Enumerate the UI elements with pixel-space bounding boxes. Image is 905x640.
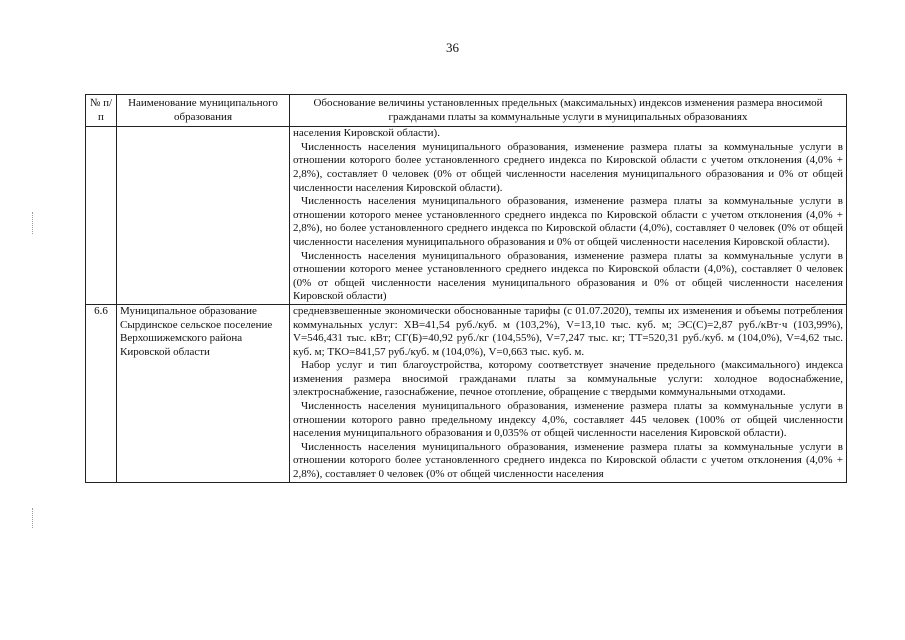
cell-number-empty (86, 127, 117, 305)
table-header-row (86, 95, 847, 127)
paragraph: Численность населения муниципального образования, изменение размера платы за коммунальные услуги в отношении которого менее установленного среднего индекса по Кировской области с учетом отклонения (4,0% + 2,8%), но более установленного среднего индекса по Кировской области (4,0%), составляет 0 человек (0% от общей численности населения муниципального образования и 0% от общей численности населения Кировской области). (293, 195, 843, 248)
margin-mark (32, 508, 37, 528)
cell-justification-text (290, 304, 847, 482)
paragraph: Численность населения муниципального образования, изменение размера платы за коммунальные услуги в отношении которого менее установленного среднего индекса по Кировской области (4,0%), составляет 0 человек (0% от общей численности населения муниципального образования и 0% от общей численности населения Кировской области) (293, 249, 843, 303)
justification-table (85, 94, 847, 483)
cell-municipality-name: Муниципальное образование Сырдинское сельское поселение Верхошижемского района Кировской области (117, 304, 290, 482)
paragraph: Численность населения муниципального образования, изменение размера платы за коммунальные услуги в отношении которого более установленного среднего индекса по Кировской области с учетом отклонения (4,0% + 2,8%), составляет 0 человек (0% от общей численности населения муниципального образования и 0% от общей численности населения Кировской области). (293, 140, 843, 194)
paragraph: Набор услуг и тип благоустройства, которому соответствует значение предельного (максимального) индекса изменения размера вносимой гражданами платы за коммунальные услуги: холодное водоснабжение, электроснабжение, газоснабжение, печное отопление, обращение с твердыми коммунальными отходами. (293, 359, 843, 399)
margin-mark (32, 212, 37, 234)
paragraph: Численность населения муниципального образования, изменение размера платы за коммунальные услуги в отношении которого равно предельному индексу 4,0%, составляет 445 человек (100% от общей численности населения муниципального образования и 0,035% от общей численности населения Кировской области). (293, 400, 843, 440)
cell-continuation-text (290, 127, 847, 305)
header-justification: Обоснование величины установленных предельных (максимальных) индексов изменения размера вносимой гражданами платы за коммунальные услуги в муниципальных образованиях (290, 95, 847, 127)
header-municipality: Наименование муниципального образования (117, 95, 290, 127)
table-row-6-6 (86, 304, 847, 482)
paragraph: населения Кировской области). (293, 127, 440, 140)
header-number: № п/п (86, 95, 117, 127)
table-row-continuation (86, 127, 847, 305)
cell-row-number: 6.6 (86, 304, 117, 482)
paragraph: средневзвешенные экономически обоснованные тарифы (с 01.07.2020), темпы их изменения и объемы потребления коммунальных услуг: ХВ=41,54 руб./куб. м (103,2%), V=13,10 тыс. куб. м; ЭС(С)=2,87 руб./кВт·ч (103,99%), V=546,431 тыс. кВт; СГ(Б)=40,92 руб./кг (104,55%), V=7,247 тыс. кг; ТТ=520,31 руб./куб. м (104,0%), V=4,62 тыс. куб. м; ТКО=841,57 руб./куб. м (104,0%), V=0,663 тыс. куб. м. (293, 304, 843, 358)
paragraph: Численность населения муниципального образования, изменение размера платы за коммунальные услуги в отношении которого более установленного среднего индекса по Кировской области с учетом отклонения (4,0% + 2,8%), составляет 0 человек (0% от общей численности населения (293, 440, 843, 481)
page-number: 36 (446, 40, 459, 55)
cell-name-empty (117, 127, 290, 305)
